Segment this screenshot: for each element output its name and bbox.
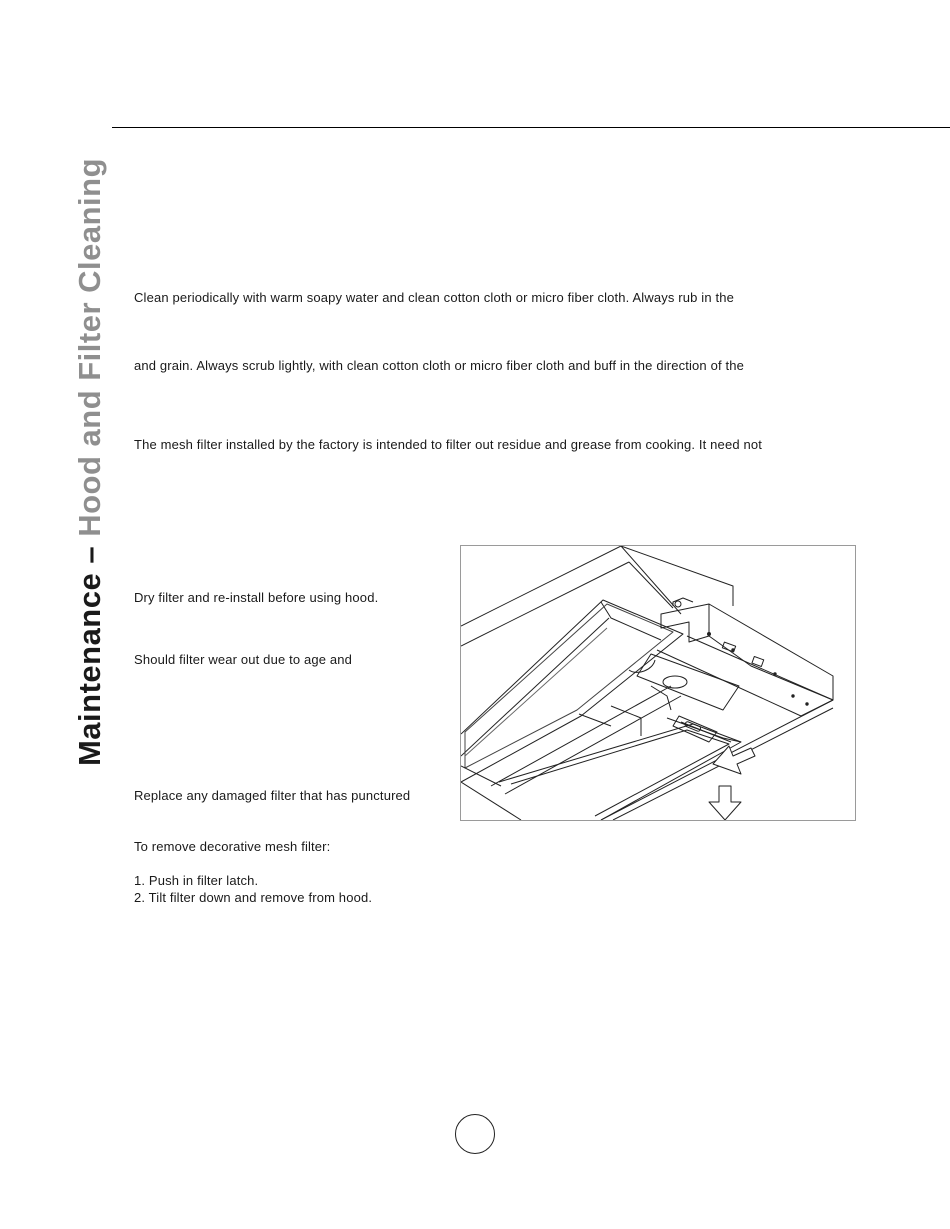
- page-number-circle: [455, 1114, 495, 1154]
- header-rule: [112, 127, 950, 128]
- paragraph-cleaning-intro: Clean periodically with warm soapy water and clean cotton cloth or micro fiber cloth. Always rub in the: [134, 290, 734, 305]
- section-title-main: Maintenance –: [72, 536, 107, 767]
- paragraph-remove-heading: To remove decorative mesh filter:: [134, 839, 331, 854]
- filter-removal-illustration: [461, 546, 855, 820]
- paragraph-filter-wear: Should filter wear out due to age and: [134, 652, 353, 667]
- paragraph-mesh-filter: The mesh filter installed by the factory is intended to filter out residue and grease from cooking. It need not: [134, 437, 762, 452]
- step-1: 1. Push in filter latch.: [134, 873, 259, 888]
- section-title: [72, 158, 108, 766]
- section-title-sub: Hood and Filter Cleaning: [72, 157, 107, 537]
- filter-removal-figure: [460, 545, 856, 821]
- step-2: 2. Tilt filter down and remove from hood.: [134, 890, 373, 905]
- paragraph-dry-filter: Dry filter and re-install before using hood.: [134, 590, 379, 605]
- paragraph-cleaning-grain: and grain. Always scrub lightly, with clean cotton cloth or micro fiber cloth and buff in the direction of the: [134, 358, 744, 373]
- paragraph-damaged-filter: Replace any damaged filter that has punctured: [134, 788, 411, 803]
